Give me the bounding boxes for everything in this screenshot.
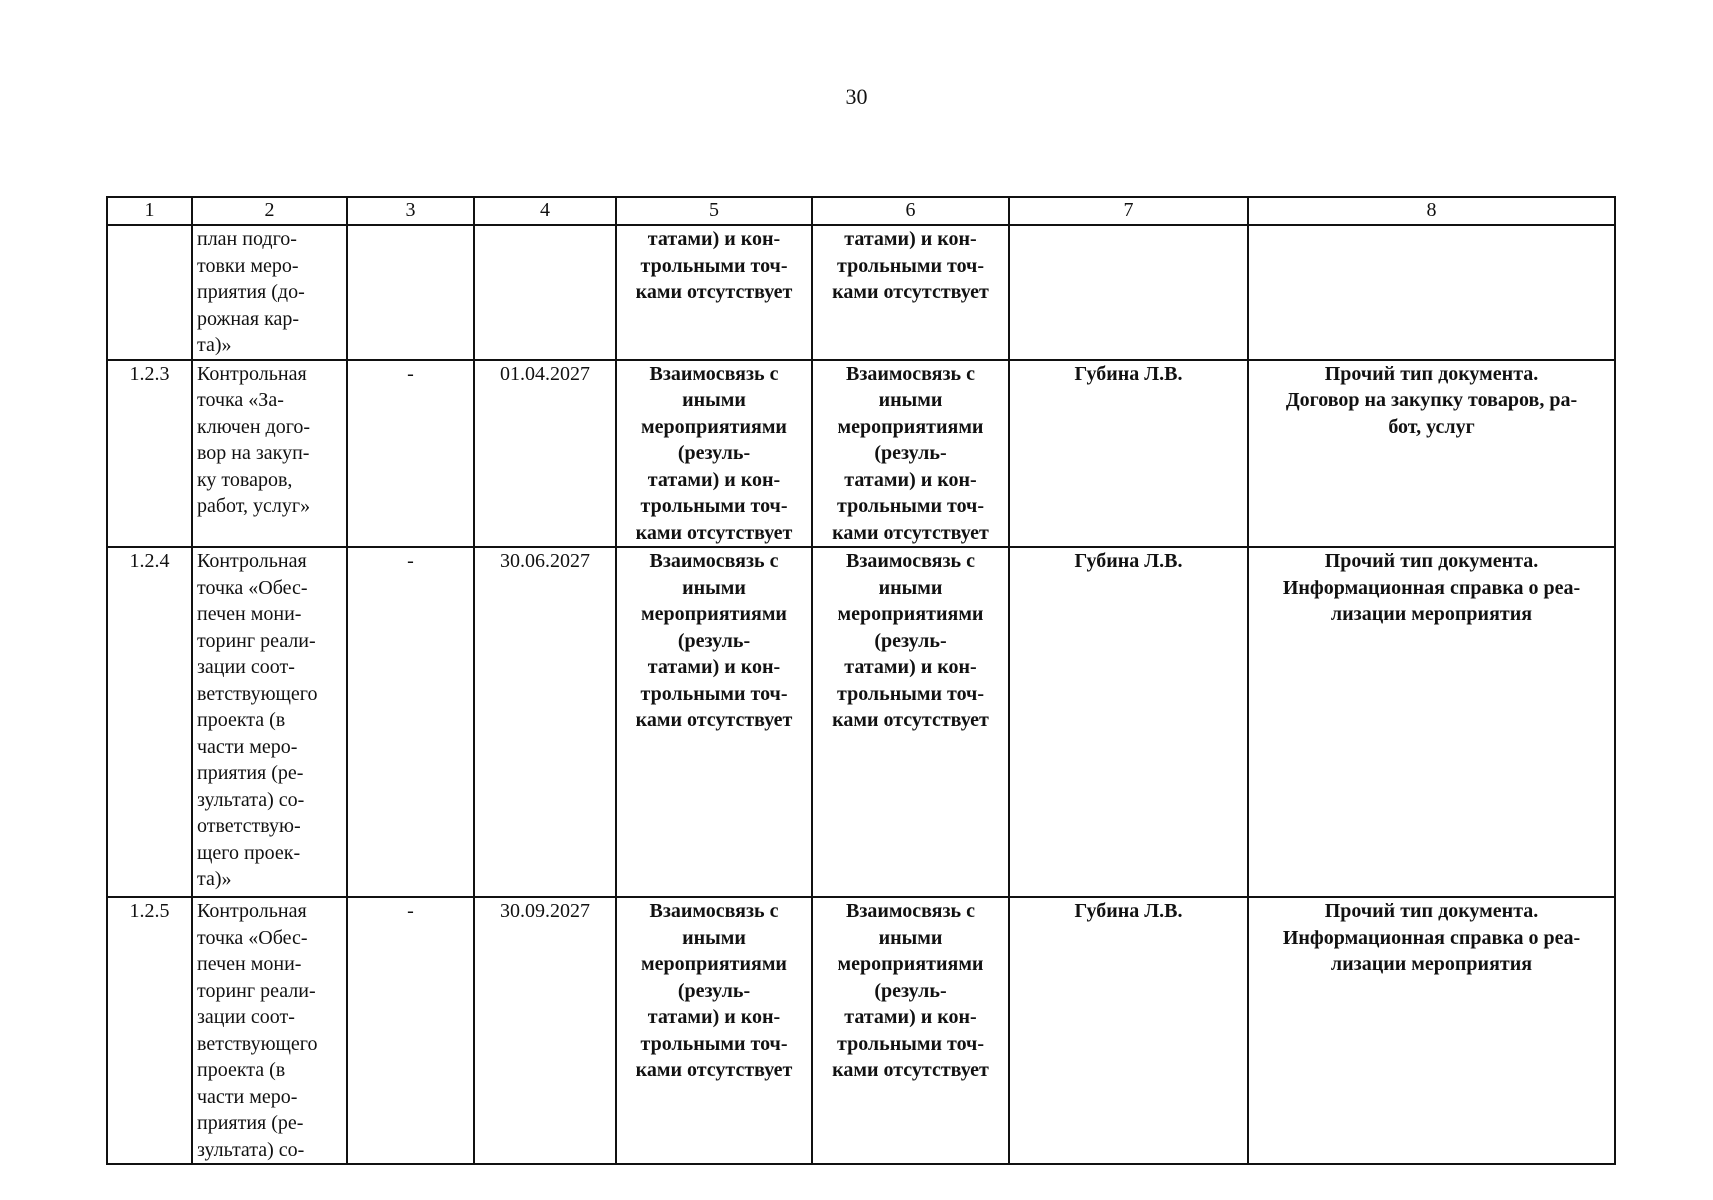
column-header-8: 8 bbox=[1248, 197, 1615, 225]
date-cell bbox=[474, 225, 616, 360]
document-type-cell: Прочий тип документа. Информационная справка о реа- лизации мероприятия bbox=[1248, 547, 1615, 897]
relation-cell-6: Взаимосвязь с иными мероприятиями (резуль- татами) и кон- трольными точ- ками отсутствует bbox=[812, 360, 1009, 548]
column-3-cell: - bbox=[347, 360, 474, 548]
table-row bbox=[107, 897, 1615, 1164]
responsible-cell bbox=[1009, 225, 1248, 360]
responsible-cell: Губина Л.В. bbox=[1009, 360, 1248, 548]
relation-cell-5: Взаимосвязь с иными мероприятиями (резуль- татами) и кон- трольными точ- ками отсутствует bbox=[616, 547, 812, 897]
row-number-cell: 1.2.4 bbox=[107, 547, 192, 897]
document-type-cell: Прочий тип документа. Информационная справка о реа- лизации мероприятия bbox=[1248, 897, 1615, 1164]
activity-name-cell: Контрольная точка «За- ключен дого- вор на закуп- ку товаров, работ, услуг» bbox=[192, 360, 347, 548]
column-3-cell bbox=[347, 225, 474, 360]
page-number: 30 bbox=[845, 84, 868, 109]
row-number-cell: 1.2.3 bbox=[107, 360, 192, 548]
activity-name-cell: Контрольная точка «Обес- печен мони- торинг реали- зации соот- ветствующего проекта (в части меро- приятия (ре- зультата) со- bbox=[192, 897, 347, 1164]
table-row bbox=[107, 360, 1615, 548]
column-header-6: 6 bbox=[812, 197, 1009, 225]
relation-cell-5: Взаимосвязь с иными мероприятиями (резуль- татами) и кон- трольными точ- ками отсутствует bbox=[616, 897, 812, 1164]
table-row bbox=[107, 547, 1615, 897]
document-type-cell: Прочий тип документа. Договор на закупку товаров, ра- бот, услуг bbox=[1248, 360, 1615, 548]
date-cell: 30.09.2027 bbox=[474, 897, 616, 1164]
activity-name-cell: план подго- товки меро- приятия (до- рожная кар- та)» bbox=[192, 225, 347, 360]
column-header-7: 7 bbox=[1009, 197, 1248, 225]
column-header-1: 1 bbox=[107, 197, 192, 225]
row-number-cell: 1.2.5 bbox=[107, 897, 192, 1164]
column-header-3: 3 bbox=[347, 197, 474, 225]
date-cell: 01.04.2027 bbox=[474, 360, 616, 548]
column-header-2: 2 bbox=[192, 197, 347, 225]
relation-cell-6: Взаимосвязь с иными мероприятиями (резуль- татами) и кон- трольными точ- ками отсутствует bbox=[812, 547, 1009, 897]
responsible-cell: Губина Л.В. bbox=[1009, 897, 1248, 1164]
column-3-cell: - bbox=[347, 897, 474, 1164]
responsible-cell: Губина Л.В. bbox=[1009, 547, 1248, 897]
row-number-cell bbox=[107, 225, 192, 360]
table-row bbox=[107, 225, 1615, 360]
activity-name-cell: Контрольная точка «Обес- печен мони- торинг реали- зации соот- ветствующего проекта (в части меро- приятия (ре- зультата) со- ответствую- щего проек- та)» bbox=[192, 547, 347, 897]
relation-cell-5: Взаимосвязь с иными мероприятиями (резуль- татами) и кон- трольными точ- ками отсутствует bbox=[616, 360, 812, 548]
column-header-5: 5 bbox=[616, 197, 812, 225]
column-3-cell: - bbox=[347, 547, 474, 897]
date-cell: 30.06.2027 bbox=[474, 547, 616, 897]
document-type-cell bbox=[1248, 225, 1615, 360]
relation-cell-5: татами) и кон- трольными точ- ками отсутствует bbox=[616, 225, 812, 360]
column-number-row bbox=[107, 197, 1615, 225]
activities-table bbox=[106, 196, 1616, 1165]
relation-cell-6: Взаимосвязь с иными мероприятиями (резуль- татами) и кон- трольными точ- ками отсутствует bbox=[812, 897, 1009, 1164]
column-header-4: 4 bbox=[474, 197, 616, 225]
relation-cell-6: татами) и кон- трольными точ- ками отсутствует bbox=[812, 225, 1009, 360]
